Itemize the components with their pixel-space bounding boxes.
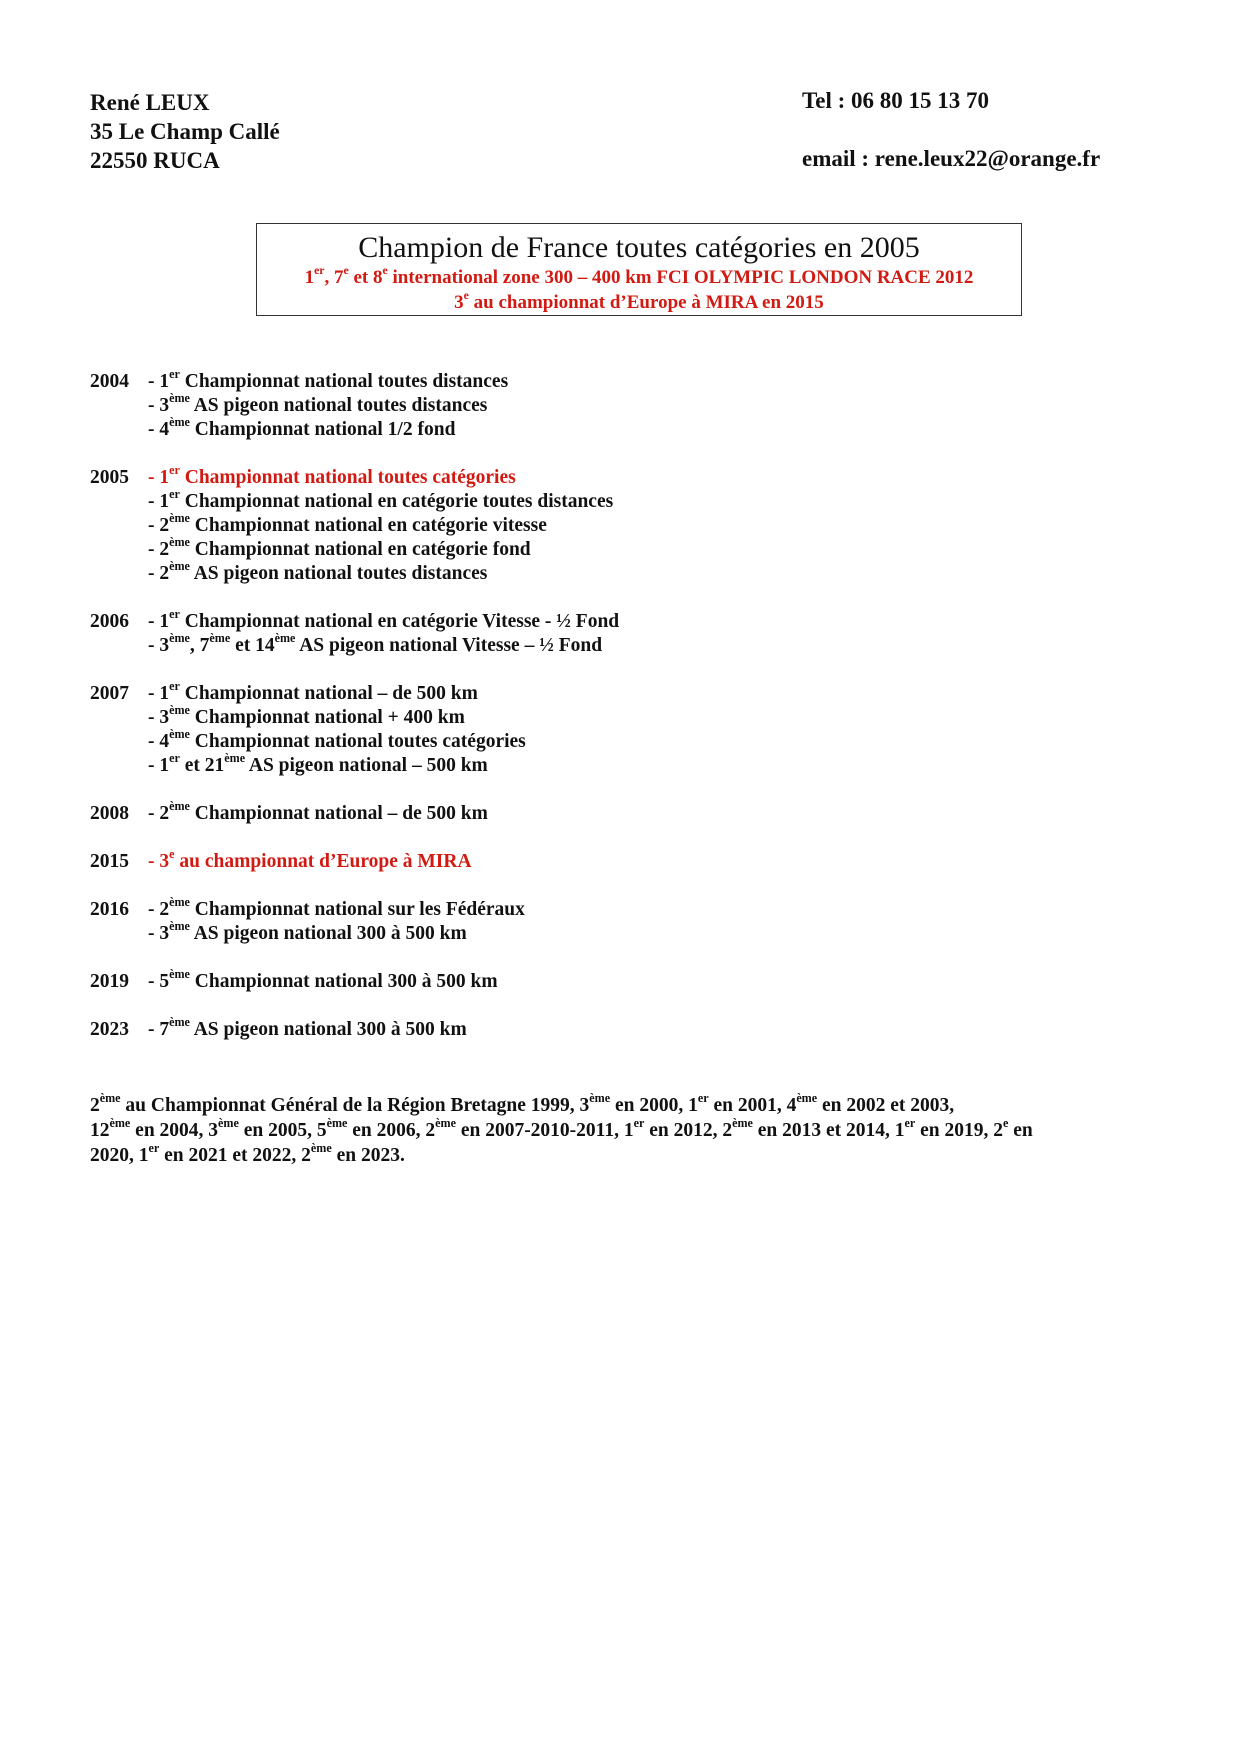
result-text: - 1er Championnat national en catégorie Vitesse - ½ Fond: [148, 606, 620, 632]
year-label: 2023: [90, 1019, 129, 1040]
result-text: - 2ème Championnat national sur les Fédéraux: [148, 894, 525, 920]
sender-address: [90, 88, 280, 175]
result-text: - 3ème AS pigeon national 300 à 500 km: [148, 918, 467, 944]
result-line: [90, 534, 1190, 562]
result-line: [90, 630, 1190, 658]
year-label: 2005: [90, 467, 129, 488]
phone-number: Tel : 06 80 15 13 70: [802, 88, 989, 113]
year-label: [90, 922, 148, 946]
result-text: - 1er Championnat national toutes catégories: [148, 462, 516, 488]
year-label: [90, 538, 148, 562]
result-line: [90, 726, 1190, 754]
sender-name: René LEUX: [90, 90, 210, 115]
year-label: [90, 418, 148, 442]
result-line: [90, 558, 1190, 586]
result-text: - 2ème Championnat national en catégorie vitesse: [148, 510, 547, 536]
year-label: 2015: [90, 851, 129, 872]
result-line: [90, 678, 1190, 706]
year-label: [90, 514, 148, 538]
email-address: email : rene.leux22@orange.fr: [802, 146, 1101, 171]
result-line: [90, 798, 1190, 826]
result-line: [90, 1014, 1190, 1042]
result-line: [90, 846, 1190, 874]
year-group-2016: [90, 894, 1190, 946]
title-box: [256, 223, 1022, 316]
result-line: [90, 414, 1190, 442]
year-label: [90, 706, 148, 730]
result-text: - 2ème Championnat national en catégorie fond: [148, 534, 531, 560]
result-text: - 7ème AS pigeon national 300 à 500 km: [148, 1014, 467, 1040]
result-text: - 4ème Championnat national toutes catégories: [148, 726, 526, 752]
year-group-2008: [90, 798, 1190, 826]
year-label: [90, 754, 148, 778]
year-label: [90, 730, 148, 754]
year-label: [90, 490, 148, 514]
result-text: - 1er Championnat national toutes distances: [148, 366, 509, 392]
result-text: - 3ème AS pigeon national toutes distances: [148, 390, 488, 416]
result-line: [90, 750, 1190, 778]
year-label: 2016: [90, 899, 129, 920]
year-group-2019: [90, 966, 1190, 994]
year-label: [90, 634, 148, 658]
result-line: [90, 966, 1190, 994]
result-line: [90, 390, 1190, 418]
result-text: - 3ème Championnat national + 400 km: [148, 702, 465, 728]
year-group-2007: [90, 678, 1190, 778]
result-text: - 4ème Championnat national 1/2 fond: [148, 414, 456, 440]
result-line: [90, 918, 1190, 946]
year-group-2005: [90, 462, 1190, 586]
result-text: - 2ème Championnat national – de 500 km: [148, 798, 488, 824]
result-line: [90, 462, 1190, 490]
result-line: [90, 366, 1190, 394]
result-text: - 1er et 21ème AS pigeon national – 500 km: [148, 750, 488, 776]
year-group-2006: [90, 606, 1190, 658]
result-text: - 2ème AS pigeon national toutes distances: [148, 558, 488, 584]
result-text: - 1er Championnat national en catégorie toutes distances: [148, 486, 614, 512]
results-list: [90, 366, 1190, 1066]
year-label: 2008: [90, 803, 129, 824]
year-label: 2007: [90, 683, 129, 704]
year-label: [90, 394, 148, 418]
sender-street: 35 Le Champ Callé: [90, 119, 280, 144]
year-label: 2004: [90, 371, 129, 392]
sender-city: 22550 RUCA: [90, 148, 220, 173]
year-label: 2006: [90, 611, 129, 632]
year-label: [90, 562, 148, 586]
result-line: [90, 510, 1190, 538]
year-group-2015: [90, 846, 1190, 874]
year-group-2004: [90, 366, 1190, 442]
result-line: [90, 702, 1190, 730]
result-line: [90, 894, 1190, 922]
result-text: - 1er Championnat national – de 500 km: [148, 678, 478, 704]
result-text: - 3ème, 7ème et 14ème AS pigeon national Vitesse – ½ Fond: [148, 630, 603, 656]
result-line: [90, 486, 1190, 514]
bretagne-results-paragraph: 2ème au Championnat Général de la Région Bretagne 1999, 3ème en 2000, 1er en 2001, 4ème en 2002 et 2003, 12ème en 2004, 3ème en 2005, 5ème en 2006, 2ème en 2007-2010-2011, 1er en 2012, 2ème en 2013 et 2014, 1er en 2019, 2e en 2020, 1er en 2021 et 2022, 2ème en 2023.: [90, 1090, 1033, 1166]
year-label: 2019: [90, 971, 129, 992]
title-subline-1: 1er, 7e et 8e international zone 300 – 400 km FCI OLYMPIC LONDON RACE 2012: [304, 263, 974, 288]
result-line: [90, 606, 1190, 634]
title-subline-2: 3e au championnat d’Europe à MIRA en 2015: [454, 288, 824, 313]
result-text: - 5ème Championnat national 300 à 500 km: [148, 966, 498, 992]
main-title: Champion de France toutes catégories en 2005: [358, 231, 920, 264]
result-text: - 3e au championnat d’Europe à MIRA: [148, 846, 472, 872]
year-group-2023: [90, 1014, 1190, 1042]
